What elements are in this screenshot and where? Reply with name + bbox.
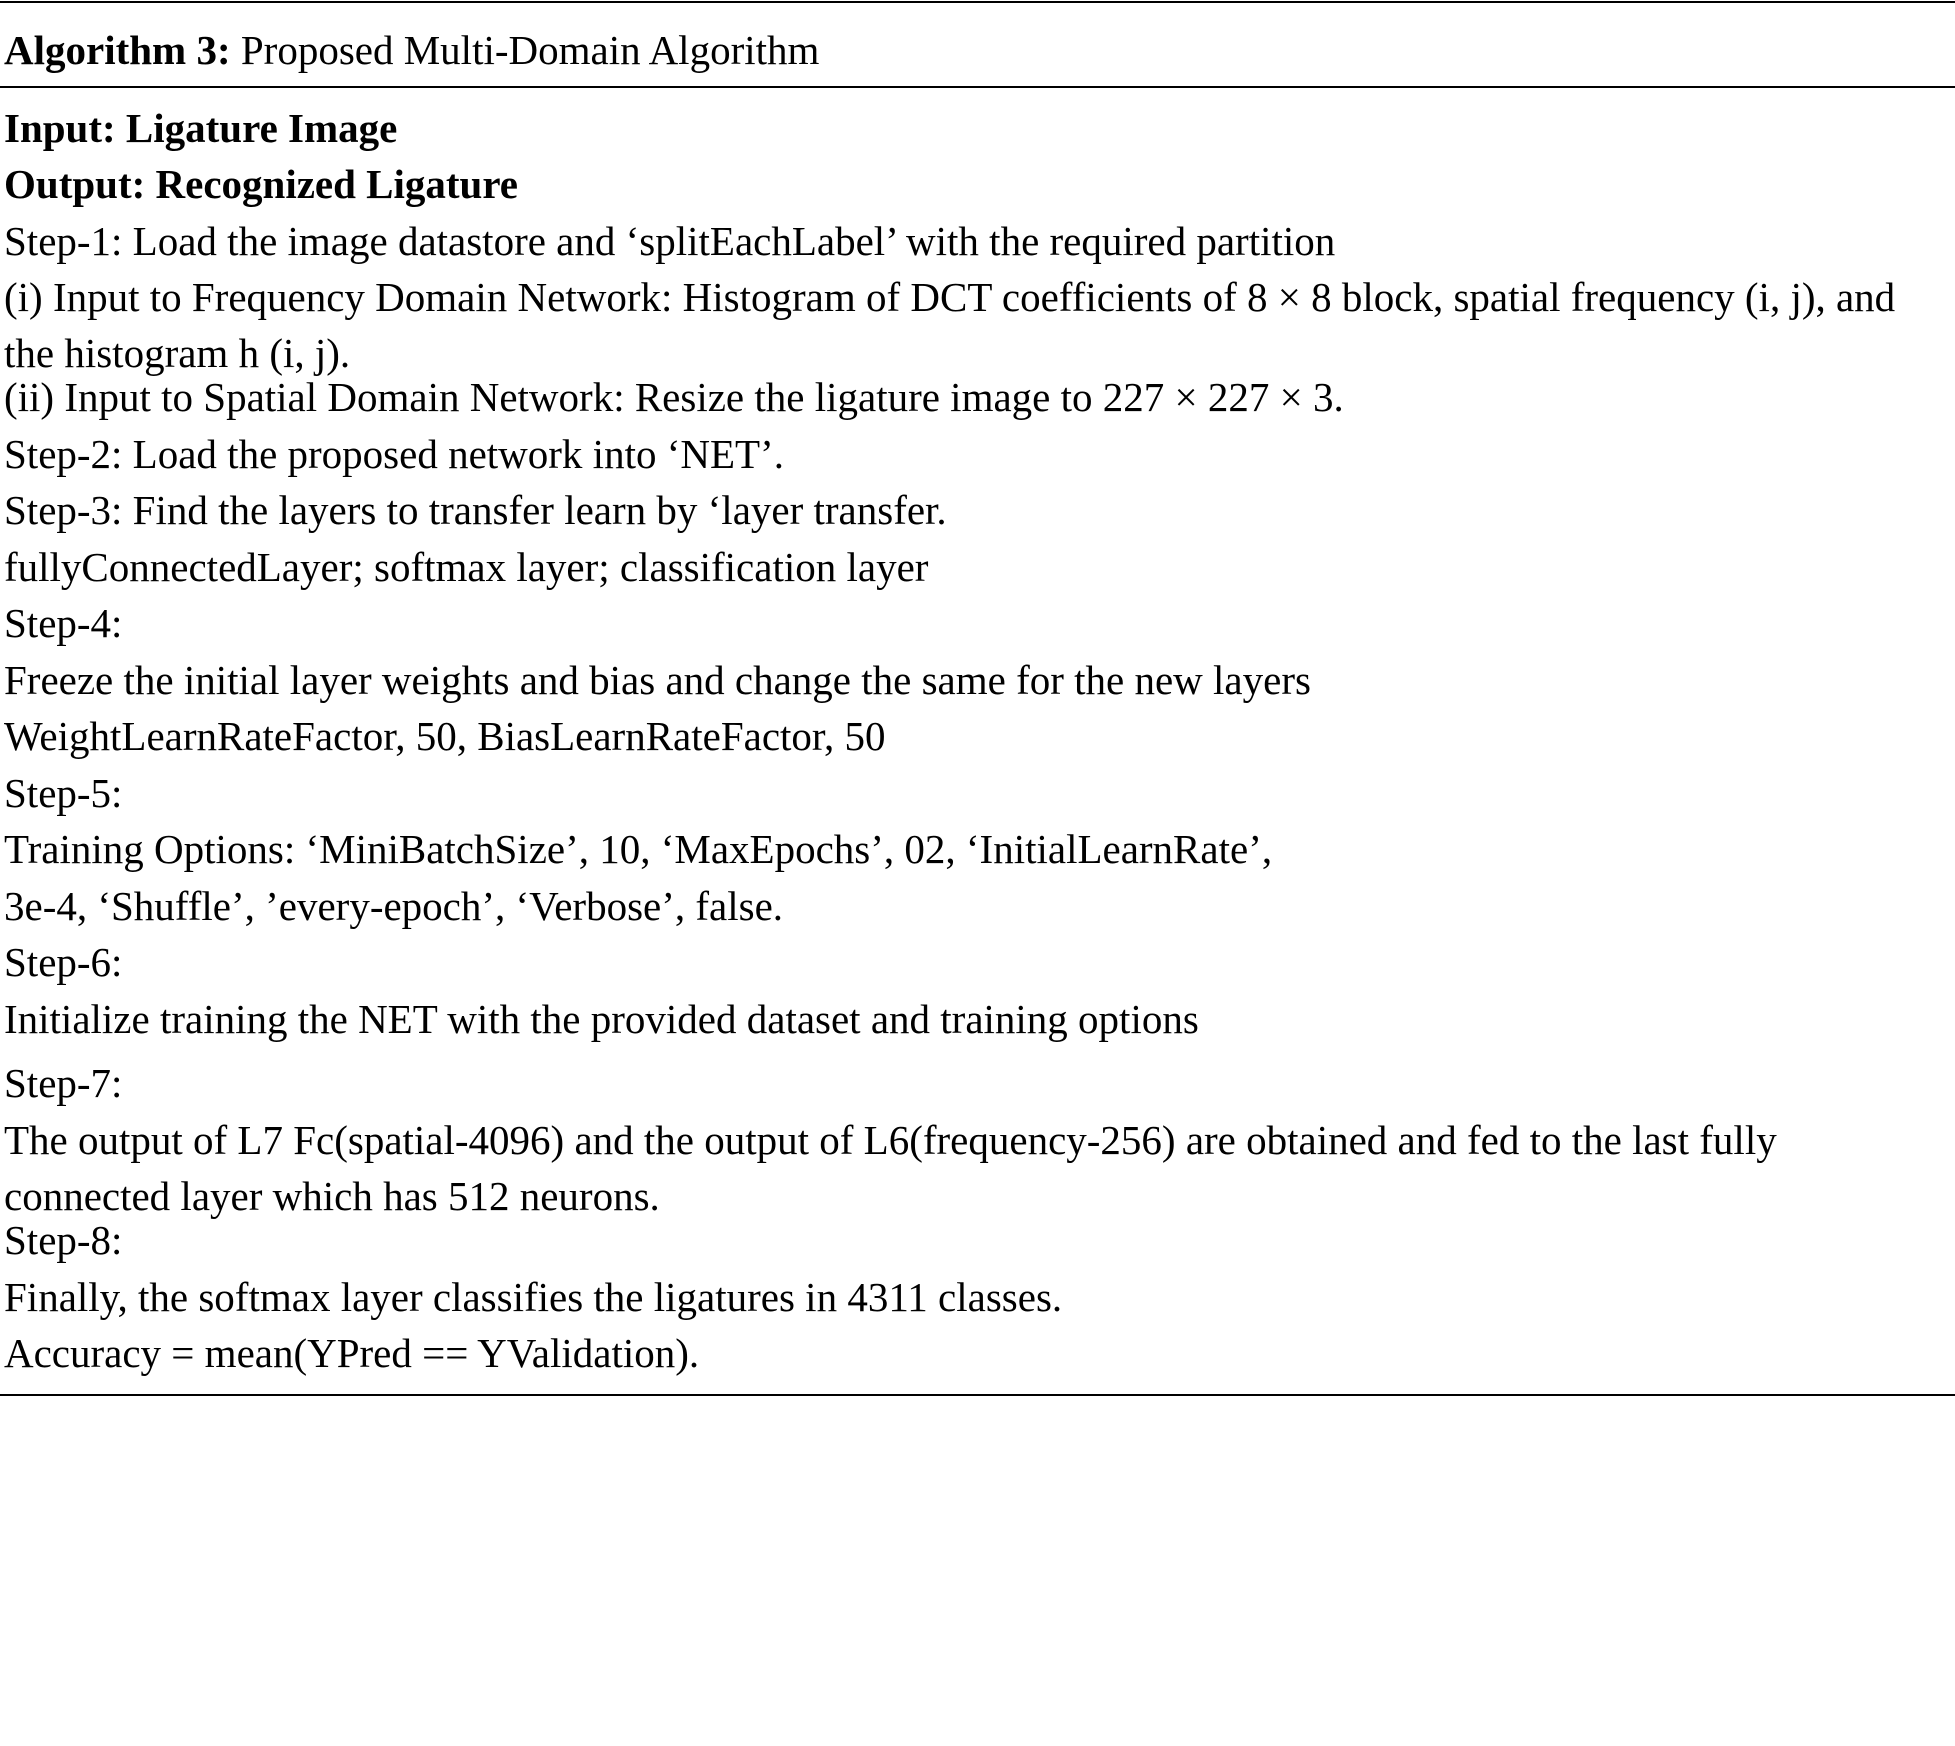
algorithm-caption [4,22,819,78]
input-line: Input: Ligature Image [4,105,398,151]
step-1-line: Step-1: Load the image datastore and ‘splitEachLabel’ with the required partition [4,218,1336,264]
algorithm-label: Algorithm 3: [4,27,231,73]
step-4-line: Step-4: [4,600,123,646]
fusion-line: The output of L7 Fc(spatial-4096) and the output of L6(frequency-256) are obtained and fed to the last fully connected layer which has 512 neurons. [4,1117,1777,1219]
step-6-line: Step-6: [4,939,123,985]
training-options-cont-line: 3e-4, ‘Shuffle’, ’every-epoch’, ‘Verbose’, false. [4,883,784,929]
layers-line: fullyConnectedLayer; softmax layer; classification layer [4,544,929,590]
freeze-line: Freeze the initial layer weights and bias and change the same for the new layers [4,657,1311,703]
step-5-line: Step-5: [4,770,123,816]
softmax-line: Finally, the softmax layer classifies the ligatures in 4311 classes. [4,1274,1063,1320]
step-8-line: Step-8: [4,1217,123,1263]
step-7-line: Step-7: [4,1060,123,1106]
accuracy-line: Accuracy = mean(YPred == YValidation). [4,1330,700,1376]
top-rule [0,1,1955,3]
initialize-line: Initialize training the NET with the provided dataset and training options [4,996,1199,1042]
output-line: Output: Recognized Ligature [4,161,519,207]
bottom-rule [0,1394,1955,1396]
frequency-input-line: (i) Input to Frequency Domain Network: Histogram of DCT coefficients of 8 × 8 block, spatial frequency (i, j), and the histogram h (i, j). [4,274,1896,376]
learn-rate-line: WeightLearnRateFactor, 50, BiasLearnRateFactor, 50 [4,713,886,759]
spatial-input-line: (ii) Input to Spatial Domain Network: Resize the ligature image to 227 × 227 × 3. [4,374,1344,420]
step-3-line: Step-3: Find the layers to transfer learn by ‘layer transfer. [4,487,947,533]
step-2-line: Step-2: Load the proposed network into ‘NET’. [4,431,784,477]
algorithm-title: Proposed Multi-Domain Algorithm [240,27,820,73]
training-options-line: Training Options: ‘MiniBatchSize’, 10, ‘MaxEpochs’, 02, ‘InitialLearnRate’, [4,826,1273,872]
caption-rule [0,86,1955,88]
